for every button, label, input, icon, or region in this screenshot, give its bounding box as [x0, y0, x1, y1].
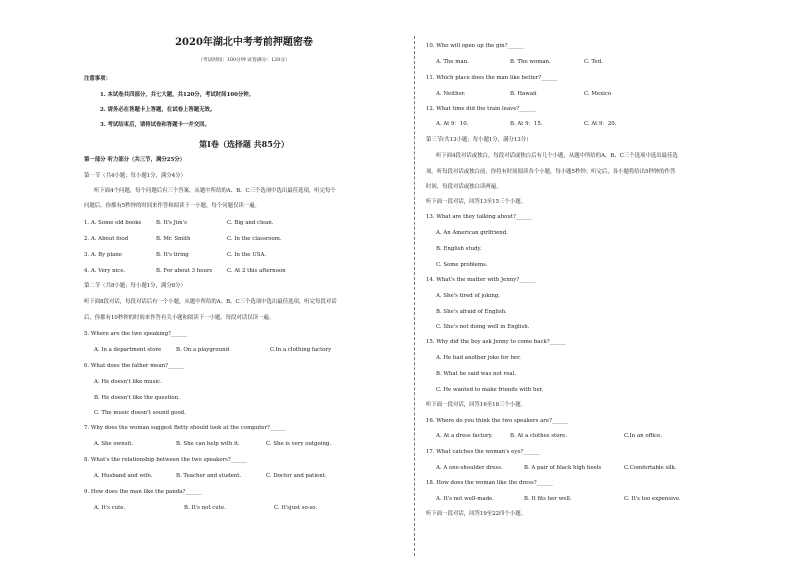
q9-option-a: A. It's cute. — [94, 505, 126, 511]
q6-option-a: A. He doesn't like music. — [94, 379, 162, 385]
s2-heading: 第二节（共8小题；每小题1分，满分8分） — [84, 283, 186, 289]
q10-stem: 10. Who will open up the gin?______ — [426, 43, 524, 49]
q17-option-b: B. A pair of black high heels — [524, 465, 602, 471]
q5-stem: 5. Where are the two speaking?______ — [84, 331, 188, 337]
q17-option-c: C.Comfortable silk. — [624, 465, 677, 471]
q1-option-b: B. It's Jim's — [156, 220, 187, 226]
q11-option-c: C. Mexico — [584, 91, 612, 97]
q3-option-b: B. It's tiring — [156, 252, 189, 258]
column-divider — [414, 36, 415, 556]
q8-option-b: B. Teacher and student. — [176, 473, 242, 479]
group2-heading: 听下面一段对话，回答16至18三个小题。 — [426, 402, 526, 408]
q13-option-a: A. An American girlfriend. — [436, 230, 508, 236]
q11-stem: 11. Which place does the man like better?______ — [426, 75, 558, 81]
notice-3: 3. 考试结束后，请将试卷和答题卡一并交回。 — [100, 122, 210, 128]
q7-option-a: A. She ownsit. — [94, 441, 134, 447]
q4-option-c: C. At 2 this afternoon — [227, 268, 286, 274]
notice-heading: 注意事项： — [84, 76, 111, 82]
q6-option-b: B. He doesn't like the question. — [94, 395, 180, 401]
exam-subtitle: （考试时间：100分钟 试卷满分：120分） — [198, 58, 290, 63]
q12-option-b: B. At 9：15. — [510, 121, 543, 127]
q16-option-b: B. At a clothes store. — [510, 433, 567, 439]
q8-stem: 8. What's the relationship between the two speakers?______ — [84, 457, 247, 463]
notice-2: 2. 请务必在答题卡上答题，在试卷上答题无效。 — [100, 107, 216, 113]
q14-option-c: C. She's not doing well in English. — [436, 324, 530, 330]
q2-option-a: 2. A. About food — [84, 236, 129, 242]
q6-option-c: C. The music doesn't sound good. — [94, 410, 186, 416]
q12-option-c: C. At 9：20. — [584, 121, 617, 127]
s3-instruction-2: 项。听每段对话或独白前，你将有时间阅读各个小题，每小题5秒钟；听完后，各小题将给出5秒钟的作答 — [426, 169, 676, 175]
q15-option-c: C. He wanted to make friends with her. — [436, 387, 544, 393]
group3-heading: 听下面一段对话，回答19至22四个小题。 — [426, 511, 526, 517]
s2-instruction-1: 听下面8段对话，每段对话后有一个小题，从题中所给的A、B、C三个选项中选出最佳选项，听完每段对话 — [84, 299, 337, 305]
q15-stem: 15. Why did the boy ask Jenny to come back?______ — [426, 339, 566, 345]
page-title: 2020年湖北中考考前押题密卷 — [175, 37, 313, 48]
q13-option-c: C. Some problems. — [436, 262, 488, 268]
q7-stem: 7. Why does the woman suggest Betty should look at the computer?______ — [84, 425, 287, 431]
q2-option-c: C. In the classroom. — [227, 236, 282, 242]
q14-option-a: A. She's tired of joking. — [436, 293, 500, 299]
q11-option-a: A. Neither. — [436, 91, 466, 97]
section-title: 第Ⅰ卷（选择题 共85分） — [199, 139, 289, 149]
notice-1: 1. 本试卷共四部分，共七大题，共120分，考试时间100分钟。 — [100, 92, 254, 98]
q5-option-a: A. In a department store — [94, 347, 162, 353]
q18-option-a: A. It's not well-made. — [436, 496, 494, 502]
q11-option-b: B. Hawaii — [510, 91, 537, 97]
q17-option-a: A. A one-shoulder dress. — [436, 465, 503, 471]
q12-stem: 12. What time did the train leave?______ — [426, 106, 536, 112]
part1-heading: 第一部分 听力部分（共三节，满分25分） — [84, 157, 186, 163]
q9-option-c: C. It'sjust so-so. — [274, 505, 318, 511]
q16-option-c: C.In an office. — [624, 433, 663, 439]
q15-option-b: B. What he said was not real. — [436, 371, 517, 377]
q4-option-b: B. For about 3 hours — [156, 268, 213, 274]
q8-option-c: C. Doctor and patient. — [266, 473, 327, 479]
s3-heading: 第三节(共13小题；每小题1分，满分13分） — [426, 137, 532, 143]
q7-option-b: B. She can help with it. — [176, 441, 240, 447]
q1-option-c: C. Big and clean. — [227, 220, 274, 226]
q9-option-b: B. It's not cute. — [184, 505, 226, 511]
q4-option-a: 4. A. Very nice. — [84, 268, 126, 274]
group1-heading: 听下面一段对话，回答13至15三个小题。 — [426, 199, 526, 205]
q18-option-b: B. It fits her well. — [524, 496, 572, 502]
q16-stem: 16. Where do you think the two speakers are?______ — [426, 418, 569, 424]
q1-option-a: 1. A. Some old books — [84, 220, 142, 226]
q14-stem: 14. What's the matter with Jenny?______ — [426, 277, 536, 283]
s3-instruction-1: 听下面4段对话或独白，每段对话或独白后有几个小题，从题中所给的A、B、C三个选项中选出最佳选 — [436, 153, 678, 159]
q10-option-c: C. Ted. — [584, 59, 603, 65]
q13-option-b: B. English study. — [436, 246, 482, 252]
q8-option-a: A. Husband and wife. — [94, 473, 153, 479]
s3-instruction-3: 时间，每段对话或独白读两遍。 — [426, 184, 502, 190]
q7-option-c: C. She is very outgoing. — [266, 441, 332, 447]
q15-option-a: A. He had another joke for her. — [436, 355, 521, 361]
q5-option-b: B. On a playground — [176, 347, 230, 353]
q3-option-a: 3. A. By plane — [84, 252, 122, 258]
q6-stem: 6. What does the father mean?______ — [84, 363, 185, 369]
q9-stem: 9. How does the man like the panda?______ — [84, 489, 202, 495]
q10-option-a: A. The man. — [436, 59, 469, 65]
q3-option-c: C. In the USA. — [227, 252, 267, 258]
q5-option-c: C.In a clothing factory — [270, 347, 332, 353]
q2-option-b: B. Mr. Smith — [156, 236, 191, 242]
s2-instruction-2: 后，你都有10秒钟的时间来作答有关小题和阅读下一小题。每段对话仅读一遍。 — [84, 315, 275, 321]
q16-option-a: A. At a dress factory. — [436, 433, 493, 439]
q18-stem: 18. How does the woman like the dress?______ — [426, 480, 553, 486]
s1-heading: 第一节（共4小题；每小题1分，满分4分） — [84, 173, 186, 179]
q18-option-c: C. It's too expensive. — [624, 496, 681, 502]
s1-instruction-1: 听下面4个问题，每个问题后有三个答案，从题中所给的A、B、C三个选项中选出最佳选项，听完每个 — [94, 188, 336, 194]
q10-option-b: B. The woman. — [510, 59, 551, 65]
q14-option-b: B. She's afraid of English. — [436, 309, 507, 315]
q17-stem: 17. What catches the woman's eye?______ — [426, 449, 540, 455]
s1-instruction-2: 问题后，你都有5秒钟的时间来作答和阅读下一小题。每个问题仅读一遍。 — [84, 203, 260, 209]
q12-option-a: A. At 9：10. — [436, 121, 469, 127]
q13-stem: 13. What are they talking about?______ — [426, 214, 533, 220]
